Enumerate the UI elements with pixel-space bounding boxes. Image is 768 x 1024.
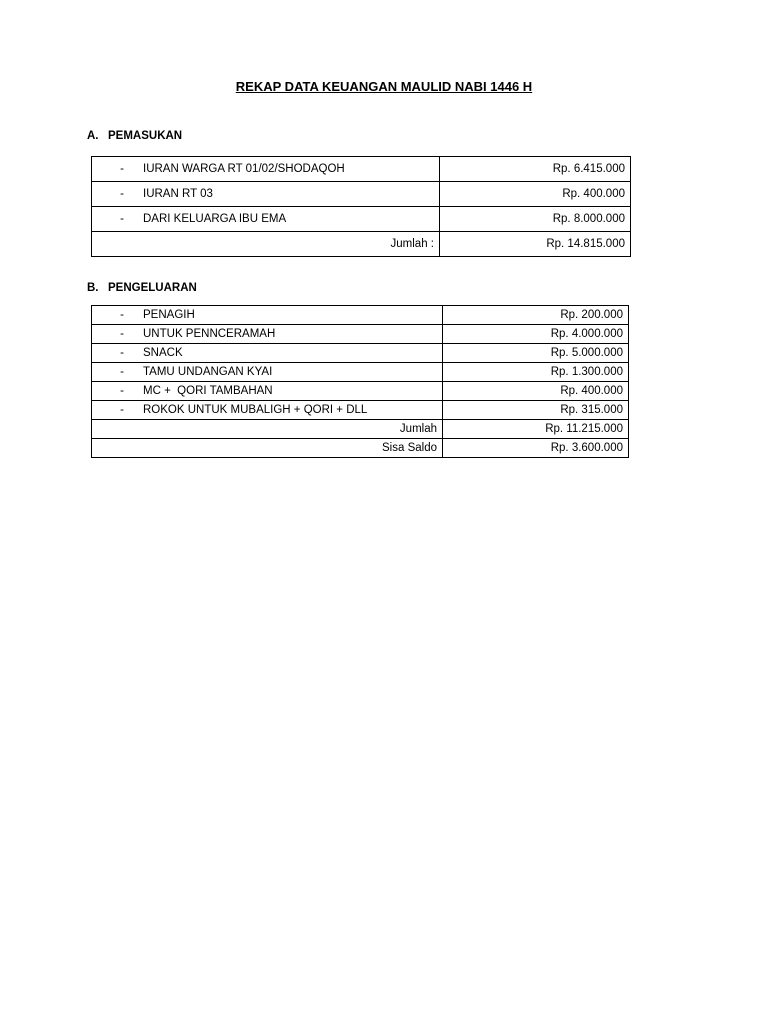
- item-description: [92, 382, 443, 401]
- bullet-dash: -: [120, 213, 124, 225]
- item-label: MC + QORI TAMBAHAN: [143, 385, 273, 397]
- item-description: [92, 401, 443, 420]
- bullet-dash: -: [120, 309, 124, 321]
- total-row: [92, 420, 629, 439]
- item-description: [92, 157, 440, 182]
- bullet-dash: -: [120, 347, 124, 359]
- item-amount: Rp. 8.000.000: [440, 207, 631, 232]
- item-label: PENAGIH: [143, 309, 195, 321]
- item-label: DARI KELUARGA IBU EMA: [143, 213, 287, 225]
- total-row: [92, 232, 631, 257]
- section-heading-expense: [87, 282, 197, 294]
- item-amount: Rp. 315.000: [443, 401, 629, 420]
- item-description: [92, 344, 443, 363]
- section-title: PENGELUARAN: [108, 282, 197, 294]
- item-amount: Rp. 200.000: [443, 306, 629, 325]
- bullet-dash: -: [120, 366, 124, 378]
- total-label: Jumlah: [92, 420, 443, 439]
- table-row: [92, 344, 629, 363]
- total-label: Jumlah :: [92, 232, 440, 257]
- section-letter: B.: [87, 282, 99, 294]
- table-row: [92, 325, 629, 344]
- table-row: [92, 182, 631, 207]
- balance-amount: Rp. 3.600.000: [443, 439, 629, 458]
- item-label: SNACK: [143, 347, 183, 359]
- balance-label: Sisa Saldo: [92, 439, 443, 458]
- total-amount: Rp. 11.215.000: [443, 420, 629, 439]
- item-amount: Rp. 6.415.000: [440, 157, 631, 182]
- bullet-dash: -: [120, 188, 124, 200]
- item-description: [92, 325, 443, 344]
- bullet-dash: -: [120, 163, 124, 175]
- item-label: TAMU UNDANGAN KYAI: [143, 366, 273, 378]
- expense-table: [91, 305, 629, 458]
- table-row: [92, 157, 631, 182]
- table-row: [92, 363, 629, 382]
- table-row: [92, 306, 629, 325]
- section-title: PEMASUKAN: [108, 130, 183, 142]
- item-amount: Rp. 400.000: [440, 182, 631, 207]
- item-description: [92, 182, 440, 207]
- table-row: [92, 207, 631, 232]
- document-title: REKAP DATA KEUANGAN MAULID NABI 1446 H: [235, 79, 533, 94]
- item-description: [92, 363, 443, 382]
- item-description: [92, 207, 440, 232]
- item-label: IURAN RT 03: [143, 188, 213, 200]
- item-label: UNTUK PENNCERAMAH: [143, 328, 276, 340]
- item-label: ROKOK UNTUK MUBALIGH + QORI + DLL: [143, 404, 368, 416]
- income-table: [91, 156, 631, 257]
- bullet-dash: -: [120, 385, 124, 397]
- balance-row: [92, 439, 629, 458]
- section-heading-income: [87, 130, 182, 142]
- item-label: IURAN WARGA RT 01/02/SHODAQOH: [143, 163, 345, 175]
- table-row: [92, 382, 629, 401]
- item-amount: Rp. 5.000.000: [443, 344, 629, 363]
- table-row: [92, 401, 629, 420]
- bullet-dash: -: [120, 404, 124, 416]
- item-amount: Rp. 400.000: [443, 382, 629, 401]
- bullet-dash: -: [120, 328, 124, 340]
- total-amount: Rp. 14.815.000: [440, 232, 631, 257]
- item-amount: Rp. 1.300.000: [443, 363, 629, 382]
- item-amount: Rp. 4.000.000: [443, 325, 629, 344]
- item-description: [92, 306, 443, 325]
- section-letter: A.: [87, 130, 99, 142]
